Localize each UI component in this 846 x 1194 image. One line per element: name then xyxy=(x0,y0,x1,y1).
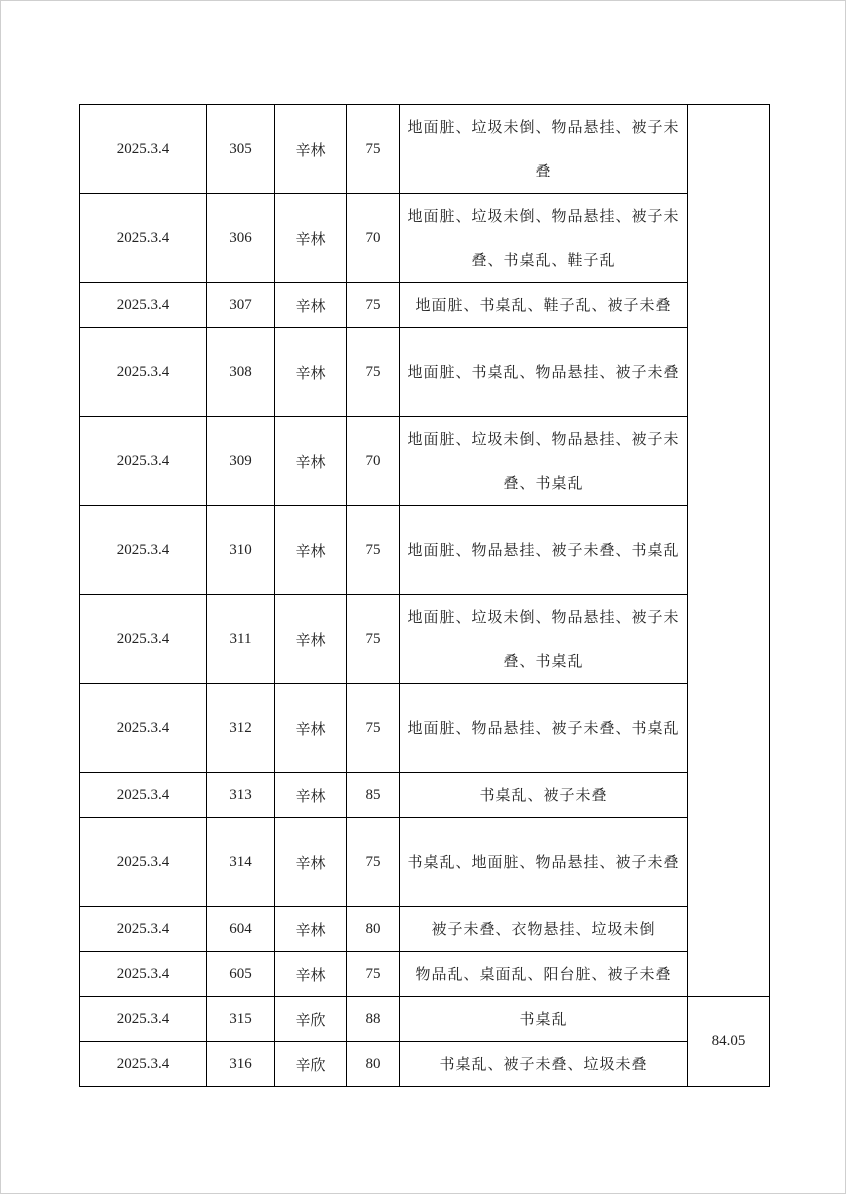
score-cell: 75 xyxy=(347,506,400,595)
score-cell: 70 xyxy=(347,417,400,506)
table-body xyxy=(80,105,770,1087)
table-row xyxy=(80,506,770,595)
inspector-name-cell: 辛林 xyxy=(275,328,347,417)
issues-cell: 地面脏、垃圾未倒、物品悬挂、被子未叠 xyxy=(400,105,688,194)
room-number-cell: 308 xyxy=(207,328,275,417)
inspector-name-cell: 辛林 xyxy=(275,907,347,952)
issues-cell: 地面脏、垃圾未倒、物品悬挂、被子未叠、书桌乱、鞋子乱 xyxy=(400,194,688,283)
issues-cell: 地面脏、垃圾未倒、物品悬挂、被子未叠、书桌乱 xyxy=(400,417,688,506)
table-row xyxy=(80,952,770,997)
score-cell: 80 xyxy=(347,1042,400,1087)
table-row xyxy=(80,818,770,907)
date-cell: 2025.3.4 xyxy=(80,773,207,818)
score-cell: 75 xyxy=(347,283,400,328)
room-number-cell: 311 xyxy=(207,595,275,684)
date-cell: 2025.3.4 xyxy=(80,194,207,283)
score-cell: 88 xyxy=(347,997,400,1042)
inspector-name-cell: 辛林 xyxy=(275,283,347,328)
table-row xyxy=(80,105,770,194)
table-row xyxy=(80,283,770,328)
room-number-cell: 314 xyxy=(207,818,275,907)
issues-cell: 地面脏、书桌乱、鞋子乱、被子未叠 xyxy=(400,283,688,328)
score-cell: 75 xyxy=(347,105,400,194)
room-number-cell: 604 xyxy=(207,907,275,952)
score-cell: 85 xyxy=(347,773,400,818)
inspector-name-cell: 辛林 xyxy=(275,773,347,818)
inspector-name-cell: 辛林 xyxy=(275,417,347,506)
table-row xyxy=(80,328,770,417)
room-number-cell: 315 xyxy=(207,997,275,1042)
room-number-cell: 309 xyxy=(207,417,275,506)
table-row xyxy=(80,773,770,818)
date-cell: 2025.3.4 xyxy=(80,684,207,773)
room-number-cell: 307 xyxy=(207,283,275,328)
table-row xyxy=(80,684,770,773)
issues-cell: 书桌乱、地面脏、物品悬挂、被子未叠 xyxy=(400,818,688,907)
room-number-cell: 306 xyxy=(207,194,275,283)
date-cell: 2025.3.4 xyxy=(80,997,207,1042)
average-score-cell: 84.05 xyxy=(688,997,770,1087)
inspector-name-cell: 辛林 xyxy=(275,595,347,684)
dorm-inspection-table xyxy=(79,104,770,1087)
score-cell: 75 xyxy=(347,952,400,997)
inspector-name-cell: 辛林 xyxy=(275,105,347,194)
date-cell: 2025.3.4 xyxy=(80,907,207,952)
room-number-cell: 310 xyxy=(207,506,275,595)
room-number-cell: 316 xyxy=(207,1042,275,1087)
room-number-cell: 605 xyxy=(207,952,275,997)
table-row xyxy=(80,595,770,684)
date-cell: 2025.3.4 xyxy=(80,105,207,194)
date-cell: 2025.3.4 xyxy=(80,417,207,506)
table-row xyxy=(80,417,770,506)
score-cell: 75 xyxy=(347,684,400,773)
inspector-name-cell: 辛林 xyxy=(275,684,347,773)
score-cell: 75 xyxy=(347,595,400,684)
date-cell: 2025.3.4 xyxy=(80,283,207,328)
issues-cell: 地面脏、垃圾未倒、物品悬挂、被子未叠、书桌乱 xyxy=(400,595,688,684)
issues-cell: 地面脏、书桌乱、物品悬挂、被子未叠 xyxy=(400,328,688,417)
score-cell: 80 xyxy=(347,907,400,952)
inspector-name-cell: 辛林 xyxy=(275,506,347,595)
date-cell: 2025.3.4 xyxy=(80,1042,207,1087)
inspector-name-cell: 辛林 xyxy=(275,194,347,283)
room-number-cell: 312 xyxy=(207,684,275,773)
issues-cell: 物品乱、桌面乱、阳台脏、被子未叠 xyxy=(400,952,688,997)
inspector-name-cell: 辛林 xyxy=(275,952,347,997)
date-cell: 2025.3.4 xyxy=(80,506,207,595)
score-cell: 75 xyxy=(347,818,400,907)
room-number-cell: 305 xyxy=(207,105,275,194)
date-cell: 2025.3.4 xyxy=(80,952,207,997)
issues-cell: 书桌乱、被子未叠 xyxy=(400,773,688,818)
issues-cell: 书桌乱、被子未叠、垃圾未叠 xyxy=(400,1042,688,1087)
table-row xyxy=(80,907,770,952)
room-number-cell: 313 xyxy=(207,773,275,818)
inspector-name-cell: 辛林 xyxy=(275,818,347,907)
average-score-cell xyxy=(688,105,770,997)
inspector-name-cell: 辛欣 xyxy=(275,997,347,1042)
issues-cell: 书桌乱 xyxy=(400,997,688,1042)
table-row xyxy=(80,1042,770,1087)
score-cell: 75 xyxy=(347,328,400,417)
date-cell: 2025.3.4 xyxy=(80,818,207,907)
issues-cell: 地面脏、物品悬挂、被子未叠、书桌乱 xyxy=(400,506,688,595)
date-cell: 2025.3.4 xyxy=(80,595,207,684)
table-row xyxy=(80,194,770,283)
issues-cell: 地面脏、物品悬挂、被子未叠、书桌乱 xyxy=(400,684,688,773)
date-cell: 2025.3.4 xyxy=(80,328,207,417)
score-cell: 70 xyxy=(347,194,400,283)
inspector-name-cell: 辛欣 xyxy=(275,1042,347,1087)
table-row xyxy=(80,997,770,1042)
issues-cell: 被子未叠、衣物悬挂、垃圾未倒 xyxy=(400,907,688,952)
